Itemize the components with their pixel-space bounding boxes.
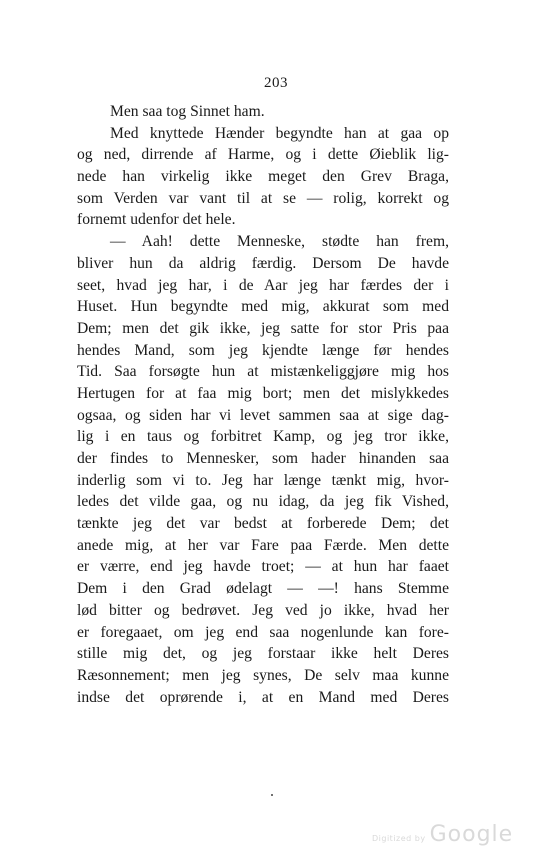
text-line: hendes Mand, som jeg kjendte længe før hendes <box>77 341 449 359</box>
watermark-prefix: Digitized by <box>372 834 426 843</box>
body-text <box>77 101 449 708</box>
text-line: stille mig det, og jeg forstaar ikke helt Deres <box>77 645 449 663</box>
text-line: Hertugen for at faa mig bort; men det mislykkedes <box>77 384 449 402</box>
text-line: lig i en taus og forbitret Kamp, og jeg tror ikke, <box>77 428 449 446</box>
watermark-logo: Google <box>429 822 514 847</box>
text-line: er foregaaet, om jeg end saa nogenlunde kan fore- <box>77 623 449 641</box>
text-line: Dem; men det gik ikke, jeg satte for stor Pris paa <box>77 319 449 337</box>
ink-speck <box>271 794 273 796</box>
text-line: ogsaa, og siden har vi levet sammen saa at sige dag- <box>77 406 449 424</box>
text-line: Men saa tog Sinnet ham. <box>110 103 265 120</box>
text-line: ledes det vilde gaa, og nu idag, da jeg fik Vished, <box>77 493 449 511</box>
text-line: seet, hvad jeg har, i de Aar jeg har færdes der i <box>77 276 449 294</box>
text-line: fornemt udenfor det hele. <box>77 211 236 229</box>
text-line: Huset. Hun begyndte med mig, akkurat som med <box>77 298 449 316</box>
text-line: bliver hun da aldrig færdig. Dersom De havde <box>77 254 449 272</box>
text-line: Med knyttede Hænder begyndte han at gaa op <box>110 124 449 142</box>
text-line: Tid. Saa forsøgte hun at mistænkeliggjøre mig hos <box>77 363 449 381</box>
scan-watermark <box>372 822 513 847</box>
text-line: nede han virkelig ikke meget den Grev Braga, <box>77 168 449 186</box>
text-line: er værre, end jeg havde troet; — at hun har faaet <box>77 558 449 576</box>
text-line: indse det oprørende i, at en Mand med Deres <box>77 688 449 706</box>
text-line: tænkte jeg det var bedst at forberede Dem; det <box>77 515 449 533</box>
text-line: som Verden var vant til at se — rolig, korrekt og <box>77 189 449 207</box>
page-number: 203 <box>264 75 288 91</box>
text-line: anede mig, at her var Fare paa Færde. Men dette <box>77 536 449 554</box>
text-line: og ned, dirrende af Harme, og i dette Øieblik lig- <box>77 146 449 164</box>
text-line: der findes to Mennesker, som hader hinanden saa <box>77 450 449 467</box>
text-line: lød bitter og bedrøvet. Jeg ved jo ikke, hvad her <box>77 601 449 619</box>
text-line: — Aah! dette Menneske, stødte han frem, <box>110 233 449 251</box>
text-line: inderlig som vi to. Jeg har længe tænkt mig, hvor- <box>77 471 449 489</box>
text-line: Ræsonnement; men jeg synes, De selv maa kunne <box>77 666 449 684</box>
text-line: Dem i den Grad ødelagt — —! hans Stemme <box>77 580 449 598</box>
